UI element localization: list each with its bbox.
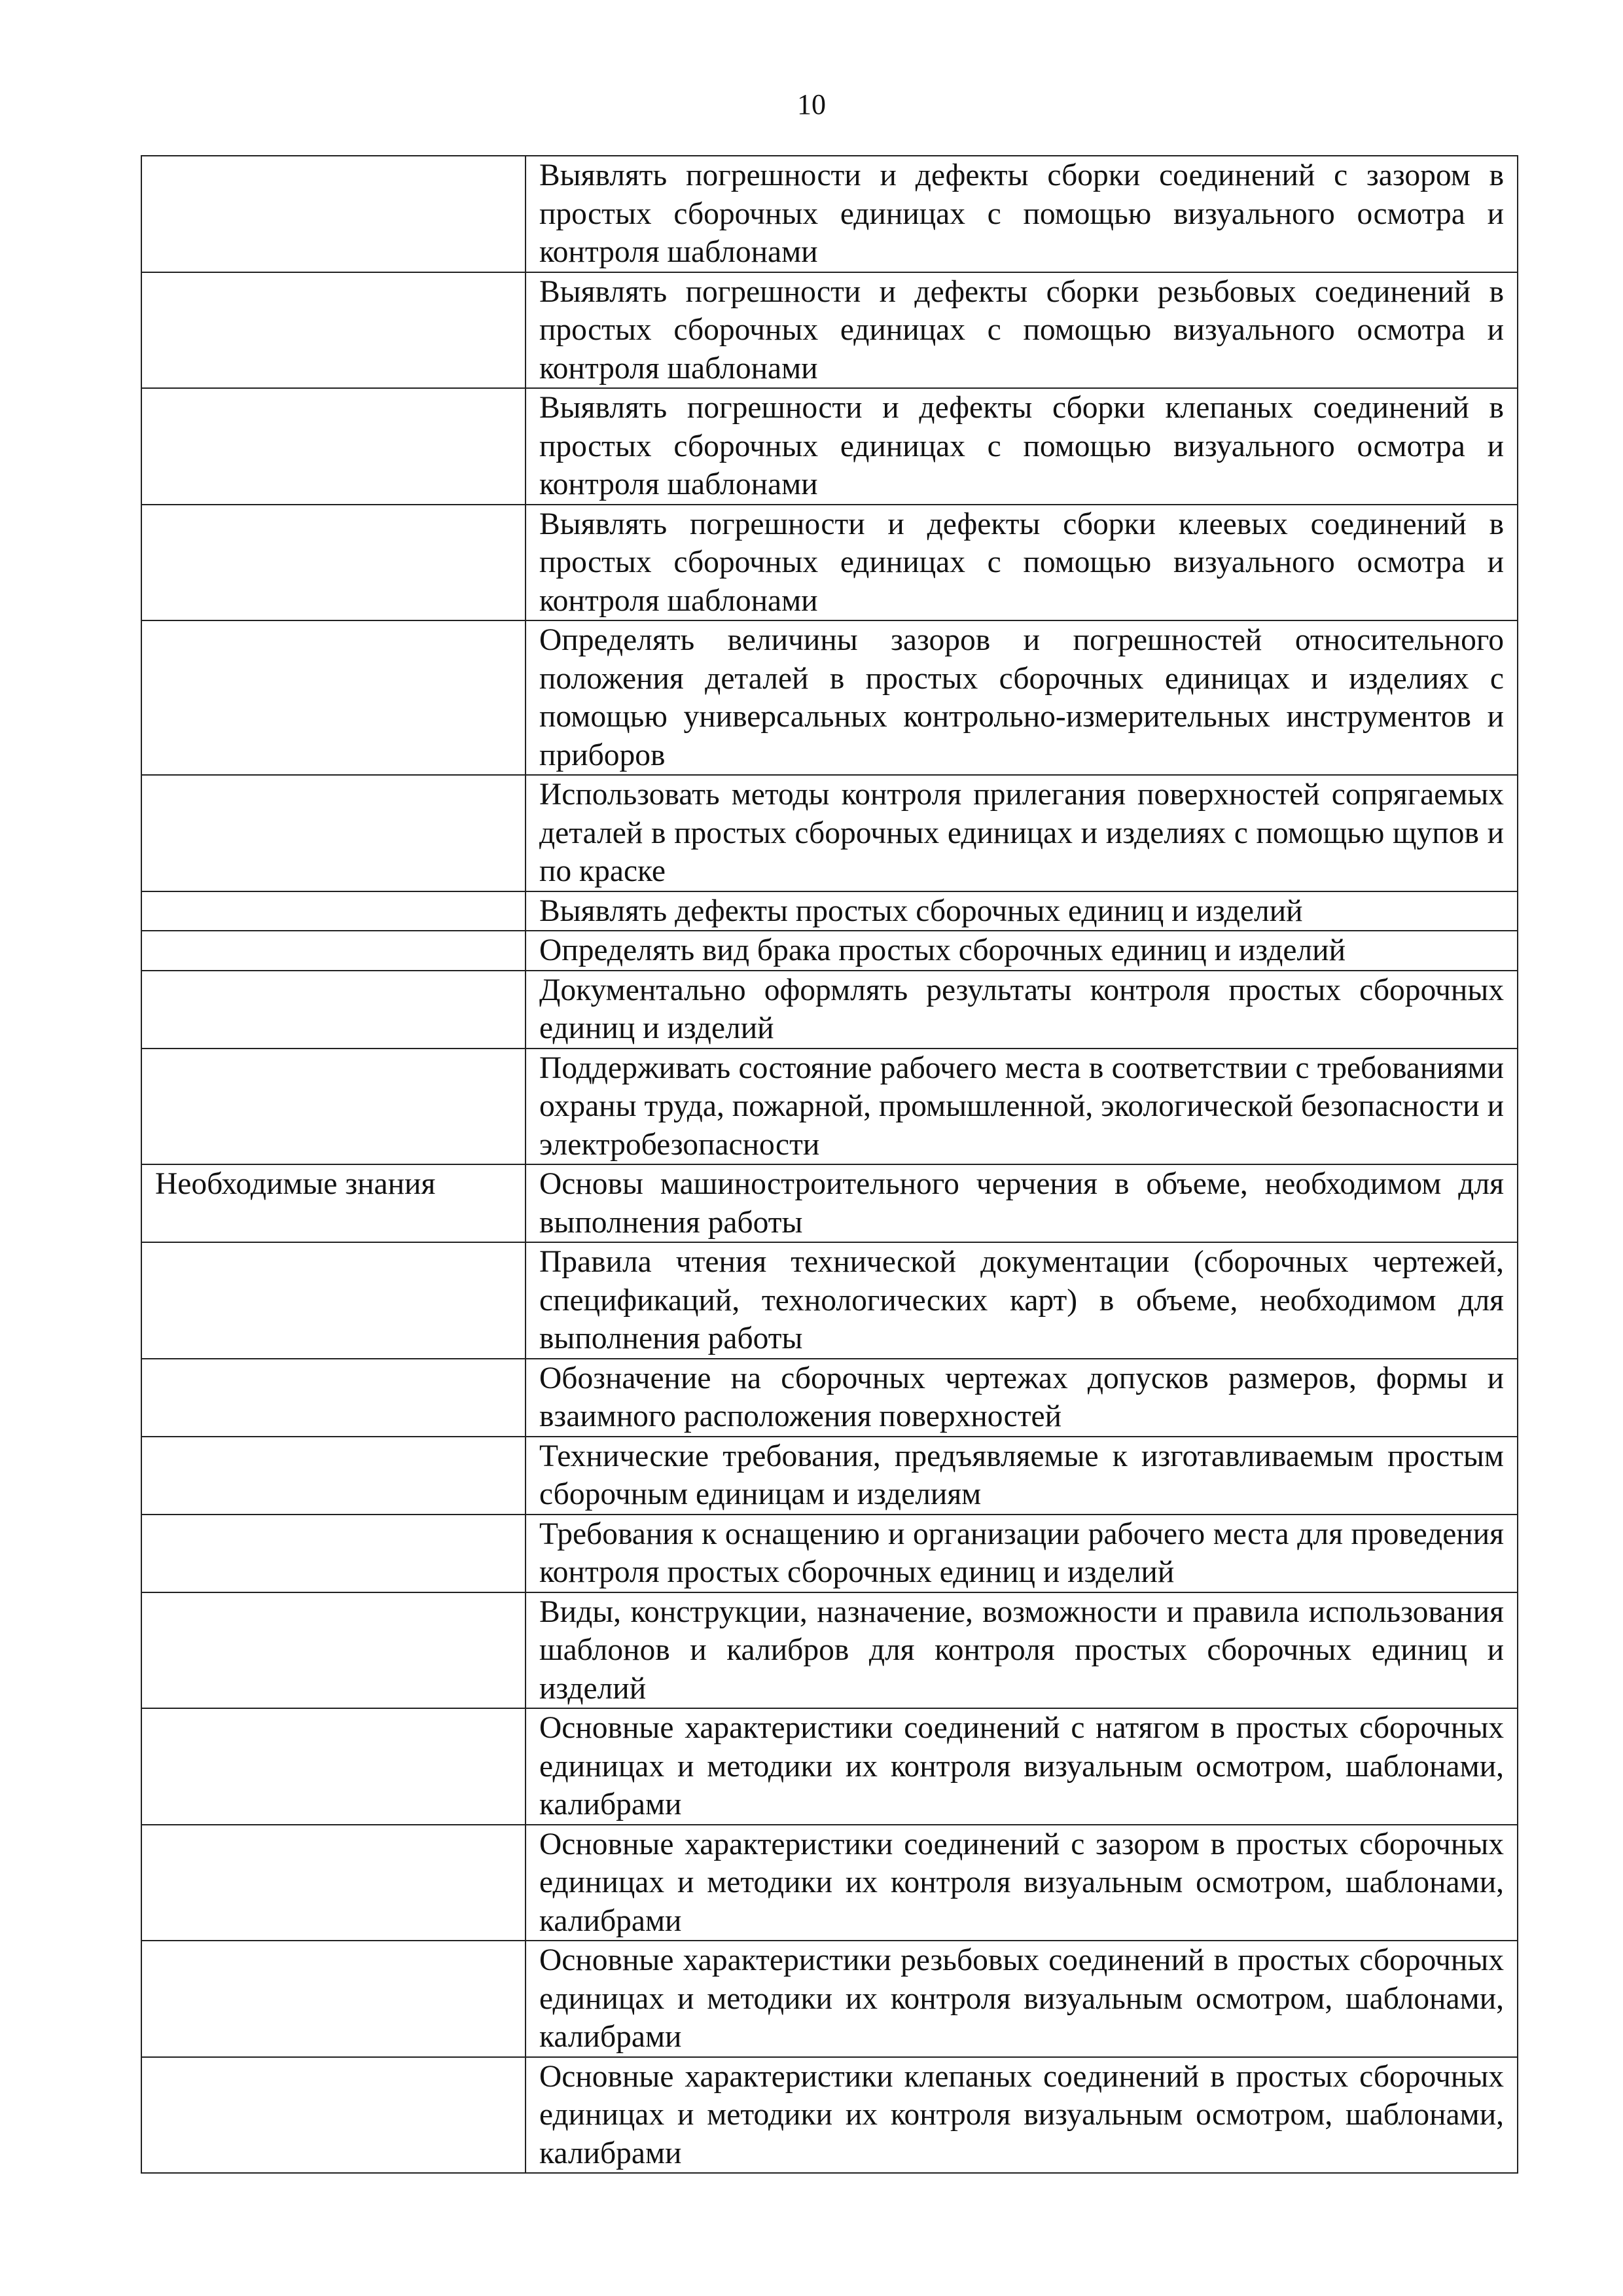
skill-cell: Поддерживать состояние рабочего места в соответствии с требованиями охраны труда, пожарной, промышленной, экологической безопасности и электробезопасности xyxy=(526,1049,1518,1165)
knowledge-cell: Технические требования, предъявляемые к изготавливаемым простым сборочным единицам и изделиям xyxy=(526,1437,1518,1515)
knowledge-cell: Обозначение на сборочных чертежах допусков размеров, формы и взаимного расположения поверхностей xyxy=(526,1359,1518,1437)
skills-label-cell xyxy=(141,272,526,389)
table-row xyxy=(141,971,1518,1049)
skill-cell: Документально оформлять результаты контроля простых сборочных единиц и изделий xyxy=(526,971,1518,1049)
skill-cell: Использовать методы контроля прилегания поверхностей сопрягаемых деталей в простых сборочных единицах и изделиях с помощью щупов и по краске xyxy=(526,775,1518,891)
knowledge-label-cell xyxy=(141,1515,526,1592)
table-row xyxy=(141,388,1518,505)
knowledge-cell: Основные характеристики резьбовых соединений в простых сборочных единицах и методики их контроля визуальным осмотром, шаблонами, калибрами xyxy=(526,1941,1518,2057)
skills-label-cell xyxy=(141,931,526,971)
table-row xyxy=(141,1359,1518,1437)
skill-cell: Определять вид брака простых сборочных единиц и изделий xyxy=(526,931,1518,971)
table-row xyxy=(141,1592,1518,1709)
table-row xyxy=(141,1164,1518,1242)
skill-cell: Определять величины зазоров и погрешностей относительного положения деталей в простых сборочных единицах и изделиях с помощью универсальных контрольно-измерительных инструментов и приборов xyxy=(526,620,1518,775)
requirements-table xyxy=(141,155,1518,2174)
knowledge-cell: Основные характеристики соединений с зазором в простых сборочных единицах и методики их контроля визуальным осмотром, шаблонами, калибрами xyxy=(526,1825,1518,1941)
skills-label-cell xyxy=(141,388,526,505)
table-row xyxy=(141,1941,1518,2057)
table-row xyxy=(141,1515,1518,1592)
knowledge-label-cell xyxy=(141,1825,526,1941)
table-row xyxy=(141,1708,1518,1825)
knowledge-label-cell xyxy=(141,1359,526,1437)
knowledge-cell: Требования к оснащению и организации рабочего места для проведения контроля простых сборочных единиц и изделий xyxy=(526,1515,1518,1592)
table-row xyxy=(141,775,1518,891)
table-row xyxy=(141,2057,1518,2174)
table-row xyxy=(141,272,1518,389)
knowledge-label-cell xyxy=(141,1941,526,2057)
skill-cell: Выявлять погрешности и дефекты сборки клеевых соединений в простых сборочных единицах с помощью визуального осмотра и контроля шаблонами xyxy=(526,505,1518,621)
skills-label-cell xyxy=(141,156,526,272)
table-row xyxy=(141,1049,1518,1165)
skills-label-cell xyxy=(141,971,526,1049)
knowledge-label-cell xyxy=(141,1437,526,1515)
knowledge-label-cell xyxy=(141,1708,526,1825)
skill-cell: Выявлять погрешности и дефекты сборки резьбовых соединений в простых сборочных единицах с помощью визуального осмотра и контроля шаблонами xyxy=(526,272,1518,389)
table-row xyxy=(141,505,1518,621)
knowledge-cell: Правила чтения технической документации (сборочных чертежей, спецификаций, технологических карт) в объеме, необходимом для выполнения работы xyxy=(526,1242,1518,1359)
knowledge-cell: Основные характеристики соединений с натягом в простых сборочных единицах и методики их контроля визуальным осмотром, шаблонами, калибрами xyxy=(526,1708,1518,1825)
knowledge-label-cell xyxy=(141,1592,526,1709)
knowledge-cell: Виды, конструкции, назначение, возможности и правила использования шаблонов и калибров для контроля простых сборочных единиц и изделий xyxy=(526,1592,1518,1709)
table-row xyxy=(141,620,1518,775)
skills-label-cell xyxy=(141,1049,526,1165)
skills-label-cell xyxy=(141,775,526,891)
table-row xyxy=(141,156,1518,272)
skill-cell: Выявлять погрешности и дефекты сборки соединений с зазором в простых сборочных единицах с помощью визуального осмотра и контроля шаблонами xyxy=(526,156,1518,272)
skill-cell: Выявлять погрешности и дефекты сборки клепаных соединений в простых сборочных единицах с помощью визуального осмотра и контроля шаблонами xyxy=(526,388,1518,505)
skill-cell: Выявлять дефекты простых сборочных единиц и изделий xyxy=(526,891,1518,931)
skills-label-cell xyxy=(141,620,526,775)
table-row xyxy=(141,1437,1518,1515)
skills-label-cell xyxy=(141,891,526,931)
knowledge-label-cell xyxy=(141,2057,526,2174)
table-row xyxy=(141,1242,1518,1359)
table-row xyxy=(141,1825,1518,1941)
knowledge-label-cell xyxy=(141,1242,526,1359)
knowledge-cell: Основы машиностроительного черчения в объеме, необходимом для выполнения работы xyxy=(526,1164,1518,1242)
page-number: 10 xyxy=(797,88,826,120)
knowledge-label: Необходимые знания xyxy=(141,1164,526,1242)
skills-label-cell xyxy=(141,505,526,621)
table-row xyxy=(141,891,1518,931)
knowledge-cell: Основные характеристики клепаных соединений в простых сборочных единицах и методики их контроля визуальным осмотром, шаблонами, калибрами xyxy=(526,2057,1518,2174)
table-row xyxy=(141,931,1518,971)
